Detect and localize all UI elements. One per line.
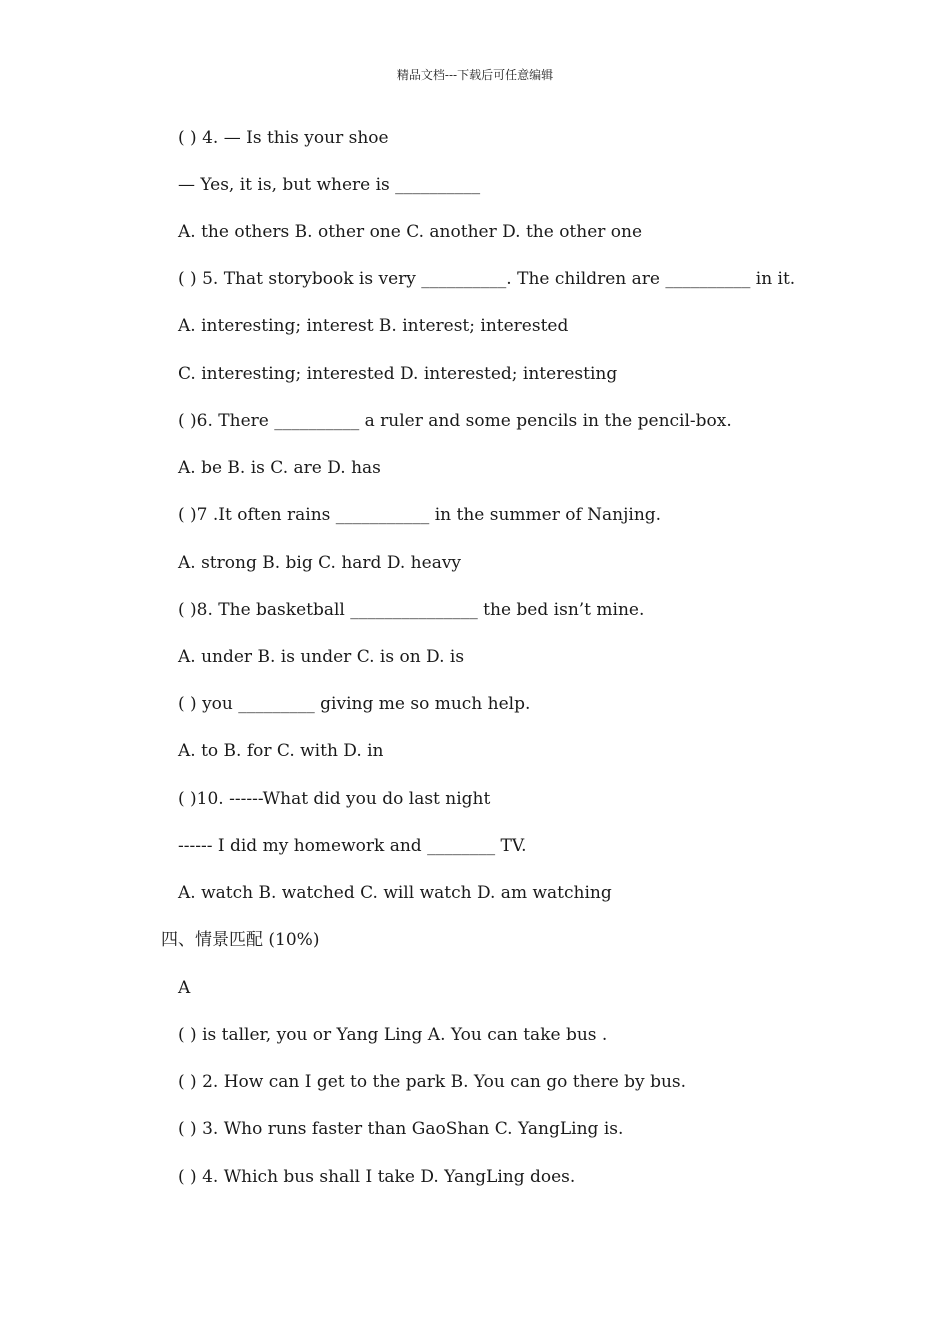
question-8-options: A. under B. is under C. is on D. is <box>178 647 465 667</box>
question-6-options: A. be B. is C. are D. has <box>178 458 381 478</box>
question-7-options: A. strong B. big C. hard D. heavy <box>178 553 462 573</box>
matching-item-1: ( ) is taller, you or Yang Ling A. You can take bus . <box>178 1025 608 1045</box>
question-5-stem: ( ) 5. That storybook is very __________. The children are __________ in it. <box>178 269 796 289</box>
question-5-options-ab: A. interesting; interest B. interest; interested <box>178 316 569 336</box>
matching-item-2: ( ) 2. How can I get to the park B. You can go there by bus. <box>178 1072 687 1092</box>
question-5-options-cd: C. interesting; interested D. interested; interesting <box>178 364 618 384</box>
section-title: 四、情景匹配 (10%) <box>161 930 320 950</box>
question-9-options: A. to B. for C. with D. in <box>178 741 384 761</box>
question-7-stem: ( )7 .It often rains ___________ in the summer of Nanjing. <box>178 505 662 525</box>
matching-item-4: ( ) 4. Which bus shall I take D. YangLing does. <box>178 1167 576 1187</box>
page-header: 精品文档---下载后可任意编辑 <box>396 68 554 82</box>
question-6-stem: ( )6. There __________ a ruler and some pencils in the pencil-box. <box>178 411 732 431</box>
question-10-dialogue: ------ I did my homework and ________ TV. <box>178 836 527 856</box>
question-10-stem: ( )10. ------What did you do last night <box>178 789 491 809</box>
question-10-options: A. watch B. watched C. will watch D. am watching <box>178 883 612 903</box>
question-4-options: A. the others B. other one C. another D. the other one <box>178 222 643 242</box>
matching-item-3: ( ) 3. Who runs faster than GaoShan C. YangLing is. <box>178 1119 624 1139</box>
question-8-stem: ( )8. The basketball _______________ the bed isn’t mine. <box>178 600 645 620</box>
question-4-stem: ( ) 4. — Is this your shoe <box>178 128 389 148</box>
part-label: A <box>178 978 191 998</box>
question-9-stem: ( ) you _________ giving me so much help. <box>178 694 531 714</box>
question-4-dialogue: — Yes, it is, but where is __________ <box>178 175 481 195</box>
